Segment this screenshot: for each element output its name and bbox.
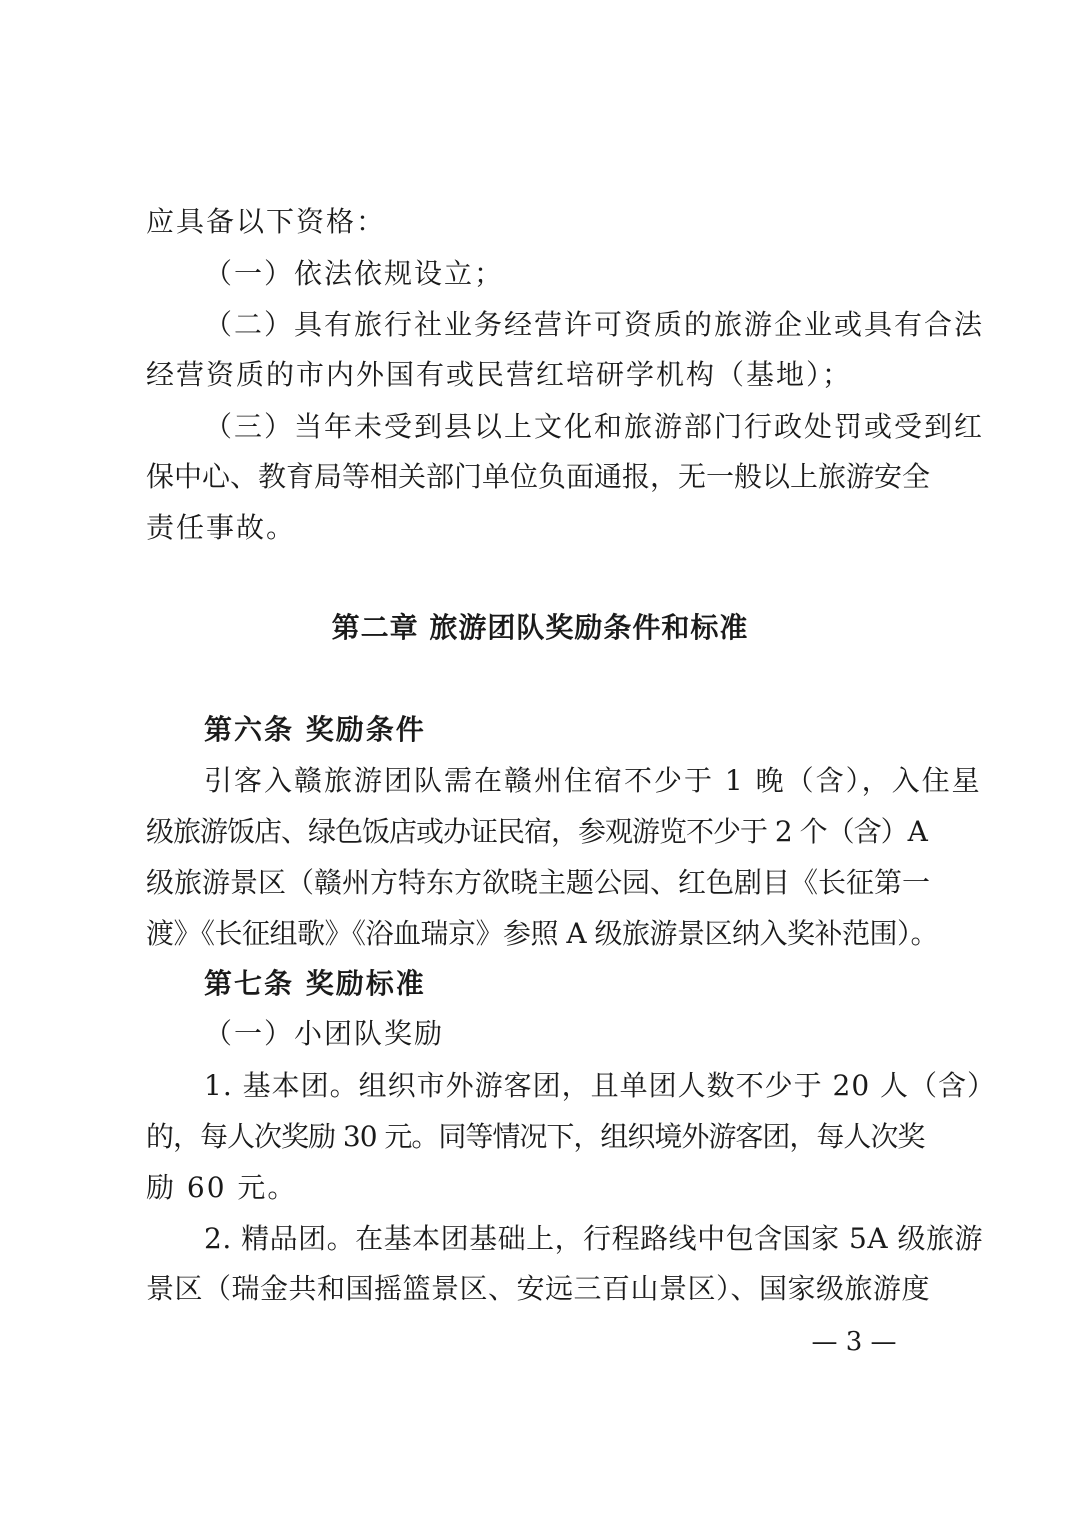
text-line: 渡》《长征组歌》《浴血瑞京》参照 A 级旅游景区纳入奖补范围）。 <box>146 917 939 950</box>
text-line: 励 60 元。 <box>146 1171 298 1204</box>
text-line: 级旅游饭店、绿色饭店或办证民宿，参观游览不少于 2 个（含）A <box>146 815 927 848</box>
text-line: 引客入赣旅游团队需在赣州住宿不少于 1 晚（含），入住星 <box>204 764 982 797</box>
text-line: （三）当年未受到县以上文化和旅游部门行政处罚或受到红 <box>204 410 985 443</box>
article-title: 第七条 奖励标准 <box>204 967 426 1000</box>
text-line: 2. 精品团。在基本团基础上，行程路线中包含国家 5A 级旅游 <box>204 1222 983 1255</box>
text-line: 应具备以下资格： <box>146 205 387 238</box>
text-line: 的，每人次奖励 30 元。同等情况下，组织境外游客团，每人次奖 <box>146 1120 925 1153</box>
text-line: 级旅游景区（赣州方特东方欲晓主题公园、红色剧目《长征第一 <box>146 866 931 899</box>
text-line: 责任事故。 <box>146 511 297 544</box>
section-subtitle: （一）小团队奖励 <box>204 1017 445 1050</box>
text-line: 经营资质的市内外国有或民营红培研学机构（基地）； <box>146 358 853 391</box>
page-number: — 3 — <box>811 1327 897 1357</box>
text-line: 1. 基本团。组织市外游客团，且单团人数不少于 20 人（含） <box>204 1069 997 1102</box>
text-line: 景区（瑞金共和国摇篮景区、安远三百山景区）、国家级旅游度 <box>146 1272 931 1305</box>
text-line: 保中心、教育局等相关部门单位负面通报，无一般以上旅游安全 <box>146 460 931 493</box>
chapter-heading: 第二章 旅游团队奖励条件和标准 <box>331 611 749 644</box>
article-title: 第六条 奖励条件 <box>204 713 426 746</box>
text-line: （二）具有旅行社业务经营许可资质的旅游企业或具有合法 <box>204 308 985 341</box>
text-line: （一）依法依规设立； <box>204 257 505 290</box>
